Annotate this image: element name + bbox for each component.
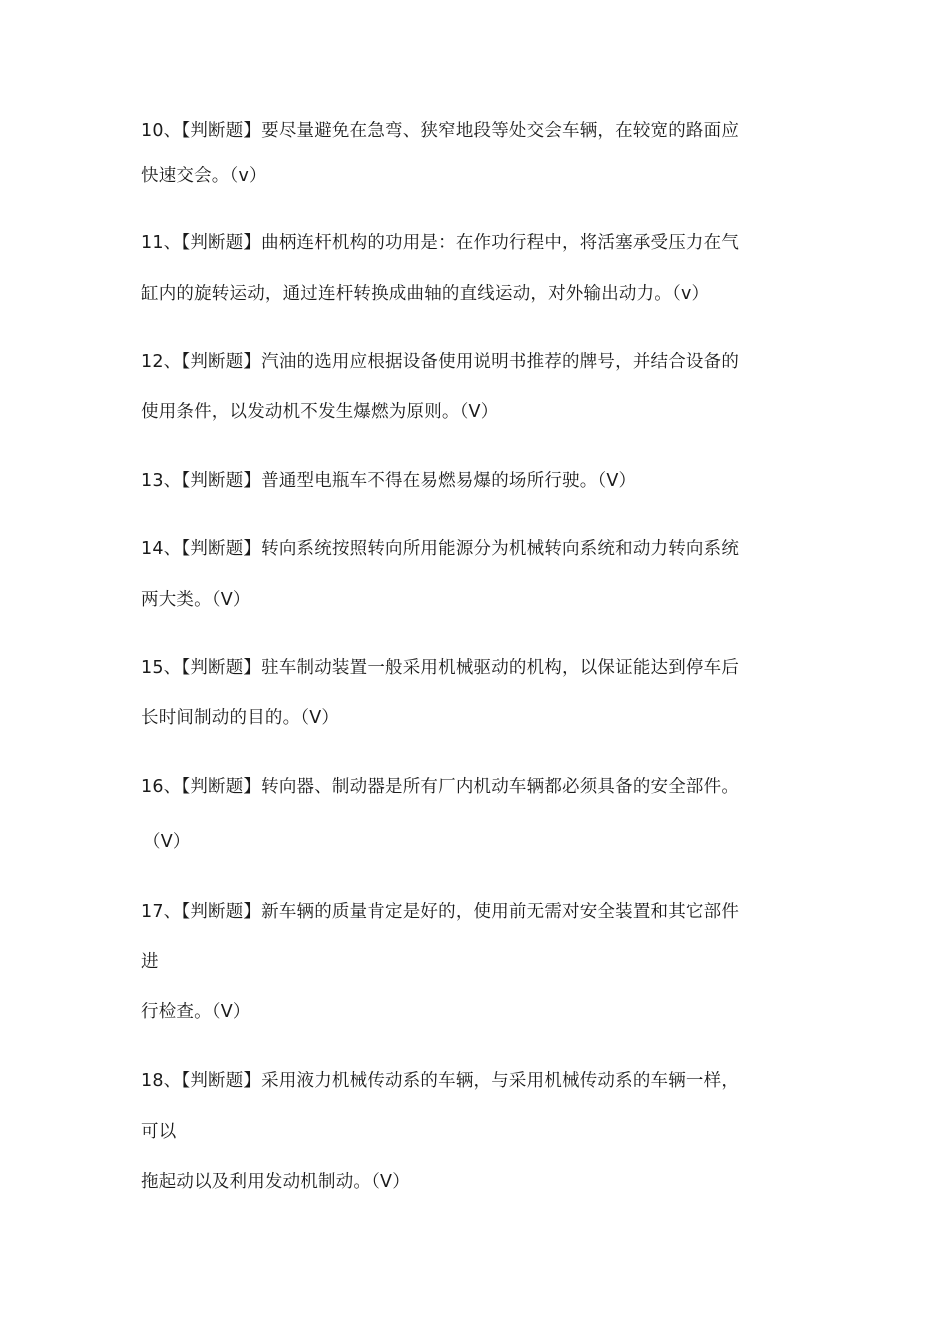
question-18-line-2: 可以	[141, 1122, 177, 1142]
question-15-line-2: 长时间制动的目的。（V）	[141, 708, 340, 728]
question-16-line-1: 16、【判断题】转向器、制动器是所有厂内机动车辆都必须具备的安全部件。	[141, 777, 740, 797]
question-13-line-1: 13、【判断题】普通型电瓶车不得在易燃易爆的场所行驶。（V）	[141, 471, 637, 491]
question-15-line-1: 15、【判断题】驻车制动装置一般采用机械驱动的机构，以保证能达到停车后	[141, 658, 740, 678]
question-11-line-2: 缸内的旋转运动，通过连杆转换成曲轴的直线运动，对外输出动力。（v）	[141, 284, 710, 304]
question-18-line-1: 18、【判断题】采用液力机械传动系的车辆，与采用机械传动系的车辆一样，	[141, 1071, 740, 1091]
question-12-line-2: 使用条件，以发动机不发生爆燃为原则。（V）	[141, 402, 499, 422]
question-16-line-2: （V）	[143, 832, 191, 852]
question-10-line-1: 10、【判断题】要尽量避免在急弯、狭窄地段等处交会车辆，在较宽的路面应	[141, 121, 740, 141]
question-10-line-2: 快速交会。（v）	[141, 166, 267, 186]
question-18-line-3: 拖起动以及利用发动机制动。（V）	[141, 1172, 410, 1192]
question-14-line-2: 两大类。（V）	[141, 590, 251, 610]
question-14-line-1: 14、【判断题】转向系统按照转向所用能源分为机械转向系统和动力转向系统	[141, 539, 740, 559]
question-12-line-1: 12、【判断题】汽油的选用应根据设备使用说明书推荐的牌号，并结合设备的	[141, 352, 740, 372]
question-17-line-3: 行检查。（V）	[141, 1002, 251, 1022]
question-17-line-2: 进	[141, 952, 159, 972]
question-11-line-1: 11、【判断题】曲柄连杆机构的功用是：在作功行程中，将活塞承受压力在气	[141, 233, 740, 253]
question-17-line-1: 17、【判断题】新车辆的质量肯定是好的，使用前无需对安全装置和其它部件	[141, 902, 740, 922]
